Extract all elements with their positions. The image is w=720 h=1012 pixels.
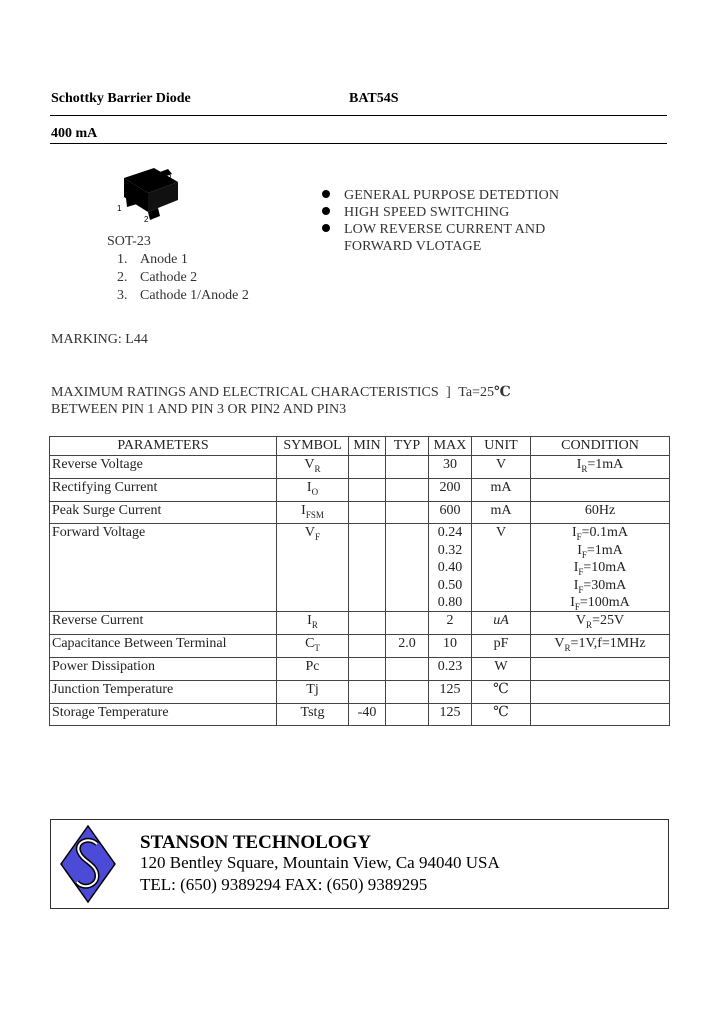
company-address: 120 Bentley Square, Mountain View, Ca 94040 USA xyxy=(140,853,500,872)
condition-letter: I xyxy=(573,560,579,576)
bullet-icon xyxy=(322,224,330,232)
condition-value: =1mA xyxy=(587,457,624,472)
typ-cell: 2.0 xyxy=(386,635,429,658)
condition-letter: I xyxy=(571,525,577,541)
degree-celsius-icon: ℃ xyxy=(493,704,509,720)
condition-subscript: R xyxy=(586,620,593,631)
pin-description: Cathode 1/Anode 2 xyxy=(140,288,249,303)
min-cell xyxy=(349,680,386,703)
param-cell: Reverse Voltage xyxy=(50,456,277,479)
bullet-icon xyxy=(322,207,330,215)
symbol-cell xyxy=(277,524,349,612)
condition-value: =30mA xyxy=(583,577,627,593)
condition-subscript: R xyxy=(564,642,571,653)
unit-cell: W xyxy=(472,657,531,680)
ratings-title: MAXIMUM RATINGS AND ELECTRICAL CHARACTERISTICS xyxy=(51,385,439,400)
condition-subscript: F xyxy=(574,601,580,612)
ratings-subtitle: BETWEEN PIN 1 AND PIN 3 OR PIN2 AND PIN3 xyxy=(51,402,347,417)
symbol-subscript: O xyxy=(311,486,319,497)
min-cell xyxy=(349,635,386,658)
condition-value: =1V,f=1MHz xyxy=(570,636,646,652)
column-header: SYMBOL xyxy=(277,437,349,456)
condition-cell xyxy=(531,657,670,680)
table-row xyxy=(50,456,670,479)
symbol-subscript: FSM xyxy=(305,509,324,520)
max-cell: 600 xyxy=(429,501,472,524)
condition-letter: 60Hz xyxy=(584,502,616,518)
pin-description: Cathode 2 xyxy=(140,270,198,285)
feature-text: HIGH SPEED SWITCHING xyxy=(344,205,510,220)
condition-letter: I xyxy=(577,542,582,558)
pin-label-2: 2 xyxy=(144,215,149,222)
symbol-cell xyxy=(277,635,349,658)
ratings-heading xyxy=(51,384,511,401)
column-header: CONDITION xyxy=(531,437,670,456)
condition-line xyxy=(533,577,667,594)
symbol-letter: I xyxy=(307,613,312,629)
typ-cell xyxy=(386,456,429,479)
min-cell: -40 xyxy=(349,703,386,726)
typ-cell xyxy=(386,703,429,726)
condition-letter: V xyxy=(554,636,565,652)
feature-item xyxy=(322,222,545,238)
max-cell: 125 xyxy=(429,680,472,703)
condition-letter: V xyxy=(575,613,587,629)
condition-subscript: F xyxy=(581,549,587,560)
symbol-letter: C xyxy=(305,636,315,652)
unit-cell: V xyxy=(472,456,531,479)
company-phone-fax: TEL: (650) 9389294 FAX: (650) 9389295 xyxy=(140,875,428,894)
param-cell: Reverse Current xyxy=(50,612,277,635)
unit-cell: uA xyxy=(472,612,531,635)
unit-cell: mA xyxy=(472,478,531,501)
table-row xyxy=(50,657,670,680)
feature-text: FORWARD VLOTAGE xyxy=(344,239,482,254)
column-header: MIN xyxy=(349,437,386,456)
table-row-forward-voltage xyxy=(50,524,670,612)
max-value: 0.80 xyxy=(437,594,463,610)
condition-cell xyxy=(531,478,670,501)
symbol-letter: Tj xyxy=(306,681,319,697)
table-header-row xyxy=(50,437,670,456)
symbol-subscript: T xyxy=(314,642,320,653)
feature-item xyxy=(322,205,509,221)
pin-item xyxy=(117,269,249,287)
condition-line xyxy=(533,524,667,541)
max-cell: 200 xyxy=(429,478,472,501)
pin-list xyxy=(117,251,249,305)
company-footer xyxy=(50,819,669,909)
feature-text: GENERAL PURPOSE DETEDTION xyxy=(344,188,560,203)
marking-code: MARKING: L44 xyxy=(51,332,148,347)
pin-item xyxy=(117,251,249,269)
typ-cell xyxy=(386,680,429,703)
min-cell xyxy=(349,612,386,635)
symbol-cell xyxy=(277,680,349,703)
max-cell: 0.23 xyxy=(429,657,472,680)
pin-number: 2. xyxy=(117,270,128,285)
symbol-cell xyxy=(277,657,349,680)
symbol-letter: I xyxy=(301,502,306,518)
symbol-letter: V xyxy=(304,525,316,541)
condition-value: =0.1mA xyxy=(581,525,629,541)
condition-subscript: F xyxy=(578,566,584,577)
table-row xyxy=(50,501,670,524)
param-cell: Rectifying Current xyxy=(50,478,277,501)
min-cell xyxy=(349,524,386,612)
max-value: 0.24 xyxy=(437,525,463,541)
min-cell xyxy=(349,478,386,501)
unit-cell: mA xyxy=(472,501,531,524)
param-cell: Forward Voltage xyxy=(50,524,277,612)
condition-letter: I xyxy=(570,594,575,610)
symbol-cell xyxy=(277,456,349,479)
degree-celsius-icon: ℃ xyxy=(493,385,511,400)
typ-cell xyxy=(386,501,429,524)
symbol-letter: Pc xyxy=(305,658,320,674)
package-name: SOT-23 xyxy=(107,234,151,249)
column-header: TYP xyxy=(386,437,429,456)
column-header: UNIT xyxy=(472,437,531,456)
param-cell: Capacitance Between Terminal xyxy=(50,635,277,658)
condition-line xyxy=(533,542,667,559)
pin-item xyxy=(117,287,249,305)
feature-item-continued xyxy=(322,239,481,255)
param-cell: Power Dissipation xyxy=(50,657,277,680)
max-cell: 2 xyxy=(429,612,472,635)
symbol-subscript: R xyxy=(311,620,318,631)
header-rule-bottom xyxy=(50,143,667,144)
max-cell-list xyxy=(429,524,472,612)
condition-value: =25V xyxy=(592,613,625,629)
condition-cell xyxy=(531,612,670,635)
symbol-cell xyxy=(277,478,349,501)
ambient-condition: Ta=25 xyxy=(458,385,494,400)
condition-subscript: F xyxy=(576,532,582,543)
max-cell: 10 xyxy=(429,635,472,658)
unit-cell: pF xyxy=(472,635,531,658)
table-row xyxy=(50,478,670,501)
condition-line xyxy=(533,559,667,576)
table-row xyxy=(50,635,670,658)
symbol-subscript: F xyxy=(315,532,321,543)
condition-cell xyxy=(531,703,670,726)
typ-cell xyxy=(386,657,429,680)
bracket-symbol: ] xyxy=(446,385,451,400)
typ-cell xyxy=(386,478,429,501)
feature-item xyxy=(322,188,559,204)
condition-subscript: F xyxy=(578,584,584,595)
typ-cell xyxy=(386,612,429,635)
condition-value: =10mA xyxy=(583,560,627,576)
degree-celsius-icon: ℃ xyxy=(493,681,509,697)
column-header: PARAMETERS xyxy=(50,437,277,456)
condition-subscript: R xyxy=(581,463,588,474)
max-cell: 30 xyxy=(429,456,472,479)
pin-label-3: 3 xyxy=(167,171,172,180)
current-rating: 400 mA xyxy=(51,126,98,141)
condition-cell-list xyxy=(531,524,670,612)
min-cell xyxy=(349,501,386,524)
unit-cell: V xyxy=(472,524,531,612)
symbol-cell xyxy=(277,703,349,726)
bullet-icon xyxy=(322,190,330,198)
symbol-cell xyxy=(277,501,349,524)
part-number: BAT54S xyxy=(349,91,399,106)
max-cell: 125 xyxy=(429,703,472,726)
param-cell: Storage Temperature xyxy=(50,703,277,726)
condition-line xyxy=(533,594,667,611)
unit-cell xyxy=(472,680,531,703)
condition-letter: I xyxy=(573,577,579,593)
table-row xyxy=(50,680,670,703)
ratings-table xyxy=(49,436,670,726)
pin-number: 3. xyxy=(117,288,128,303)
symbol-subscript: R xyxy=(314,463,321,474)
param-cell: Junction Temperature xyxy=(50,680,277,703)
max-value: 0.50 xyxy=(437,577,463,593)
sot23-package-drawing xyxy=(110,160,190,222)
max-value: 0.32 xyxy=(437,542,463,558)
symbol-letter: V xyxy=(304,457,315,472)
condition-cell xyxy=(531,501,670,524)
param-cell: Peak Surge Current xyxy=(50,501,277,524)
unit-cell xyxy=(472,703,531,726)
feature-text: LOW REVERSE CURRENT AND xyxy=(344,222,546,237)
column-header: MAX xyxy=(429,437,472,456)
symbol-letter: I xyxy=(306,479,312,495)
min-cell xyxy=(349,456,386,479)
symbol-letter: Tstg xyxy=(300,704,325,720)
condition-cell xyxy=(531,680,670,703)
condition-cell xyxy=(531,456,670,479)
pin-label-1: 1 xyxy=(117,204,122,213)
condition-value: =100mA xyxy=(579,594,630,610)
condition-value: =1mA xyxy=(586,542,623,558)
condition-letter: I xyxy=(576,457,582,472)
table-row xyxy=(50,612,670,635)
stanson-logo-icon xyxy=(59,824,117,904)
document-title: Schottky Barrier Diode xyxy=(51,91,191,106)
company-name: STANSON TECHNOLOGY xyxy=(140,832,372,853)
table-row xyxy=(50,703,670,726)
min-cell xyxy=(349,657,386,680)
pin-number: 1. xyxy=(117,252,128,267)
max-value: 0.40 xyxy=(437,560,463,576)
symbol-cell xyxy=(277,612,349,635)
condition-cell xyxy=(531,635,670,658)
pin-description: Anode 1 xyxy=(140,252,188,267)
typ-cell xyxy=(386,524,429,612)
header-rule-top xyxy=(50,115,667,116)
